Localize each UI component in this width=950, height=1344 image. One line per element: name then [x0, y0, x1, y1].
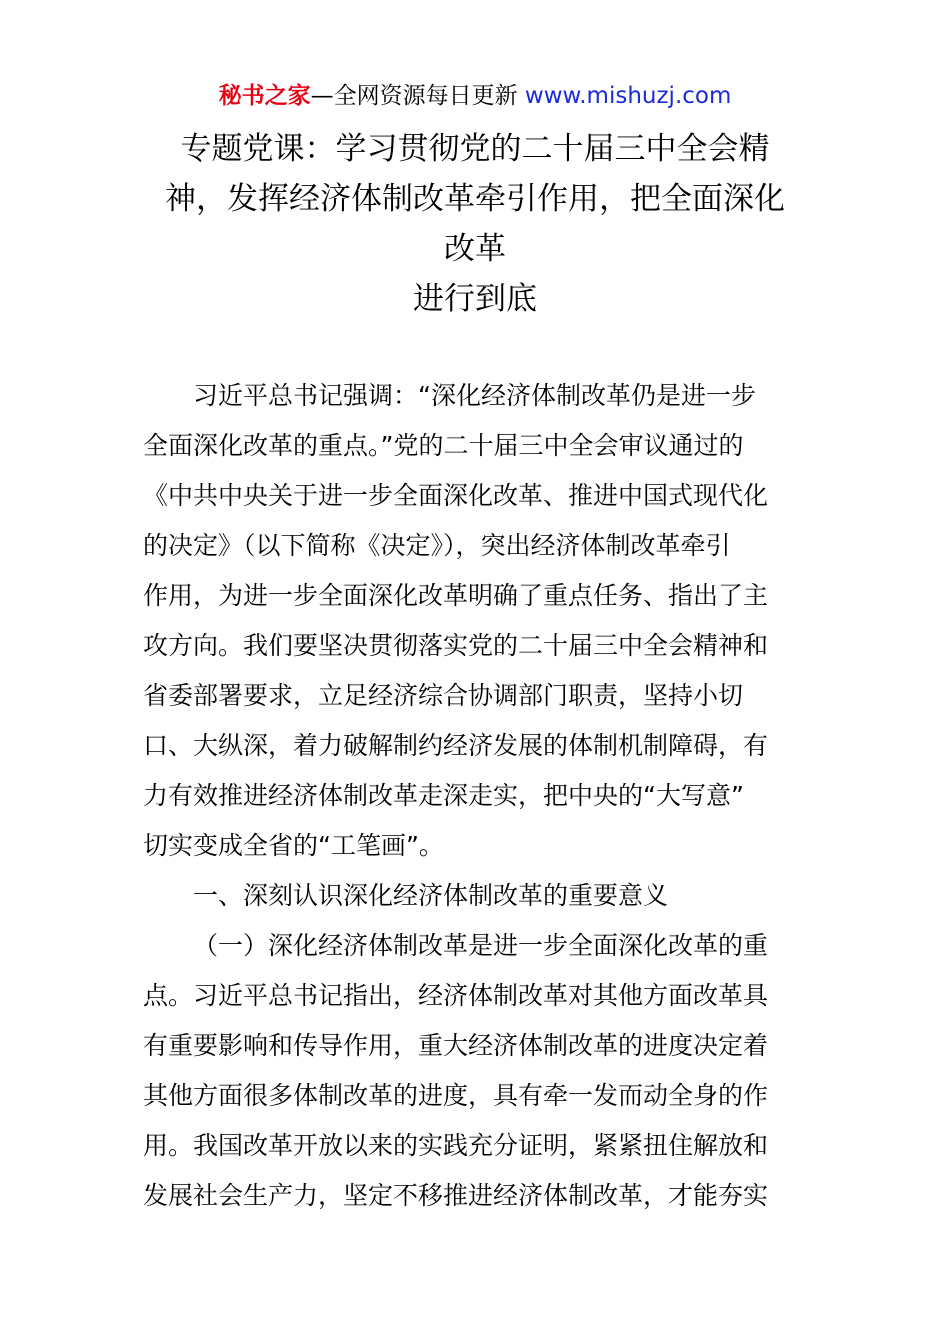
text-line: 有重要影响和传导作用，重大经济体制改革的进度决定着 [143, 1031, 769, 1060]
text-line: 点。习近平总书记指出，经济体制改革对其他方面改革具 [143, 981, 769, 1010]
text-line: 的决定》（以下简称《决定》），突出经济体制改革牵引 [143, 531, 731, 560]
title-line: 神，发挥经济体制改革牵引作用，把全面深化 [165, 181, 785, 217]
brand-name: 秘书之家 [218, 83, 311, 109]
title-line: 进行到底 [413, 281, 537, 317]
section-paragraph [143, 921, 809, 1221]
text-line: 力有效推进经济体制改革走深走实，把中央的“大写意” [143, 781, 744, 810]
title-line: 改革 [444, 231, 506, 267]
text-line: 作用，为进一步全面深化改革明确了重点任务、指出了主 [143, 581, 769, 610]
text-line: 省委部署要求，立足经济综合协调部门职责，坚持小切 [143, 681, 744, 710]
text-line: （一）深化经济体制改革是进一步全面深化改革的重 [193, 931, 769, 960]
site-header [0, 80, 950, 112]
text-line: 切实变成全省的“工笔画”。 [143, 831, 444, 860]
text-line: 全面深化改革的重点。”党的二十届三中全会审议通过的 [143, 431, 744, 460]
document-title [140, 124, 810, 324]
text-line: 攻方向。我们要坚决贯彻落实党的二十届三中全会精神和 [143, 631, 769, 660]
text-line: 用。我国改革开放以来的实践充分证明，紧紧扭住解放和 [143, 1131, 769, 1160]
text-line: 口、大纵深，着力破解制约经济发展的体制机制障碍，有 [143, 731, 769, 760]
section-heading: 一、深刻认识深化经济体制改革的重要意义 [193, 881, 669, 910]
text-line: 《中共中央关于进一步全面深化改革、推进中国式现代化 [143, 481, 769, 510]
intro-paragraph [143, 371, 809, 871]
title-line: 专题党课：学习贯彻党的二十届三中全会精 [180, 131, 770, 167]
text-line: 其他方面很多体制改革的进度，具有牵一发而动全身的作 [143, 1081, 769, 1110]
site-url-link[interactable]: www.mishuzj.com [517, 83, 732, 109]
text-line: 习近平总书记强调：“深化经济体制改革仍是进一步 [193, 381, 756, 410]
header-tagline: —全网资源每日更新 [310, 83, 518, 109]
text-line: 发展社会生产力，坚定不移推进经济体制改革，才能夯实 [143, 1181, 769, 1210]
document-body [143, 371, 809, 1221]
